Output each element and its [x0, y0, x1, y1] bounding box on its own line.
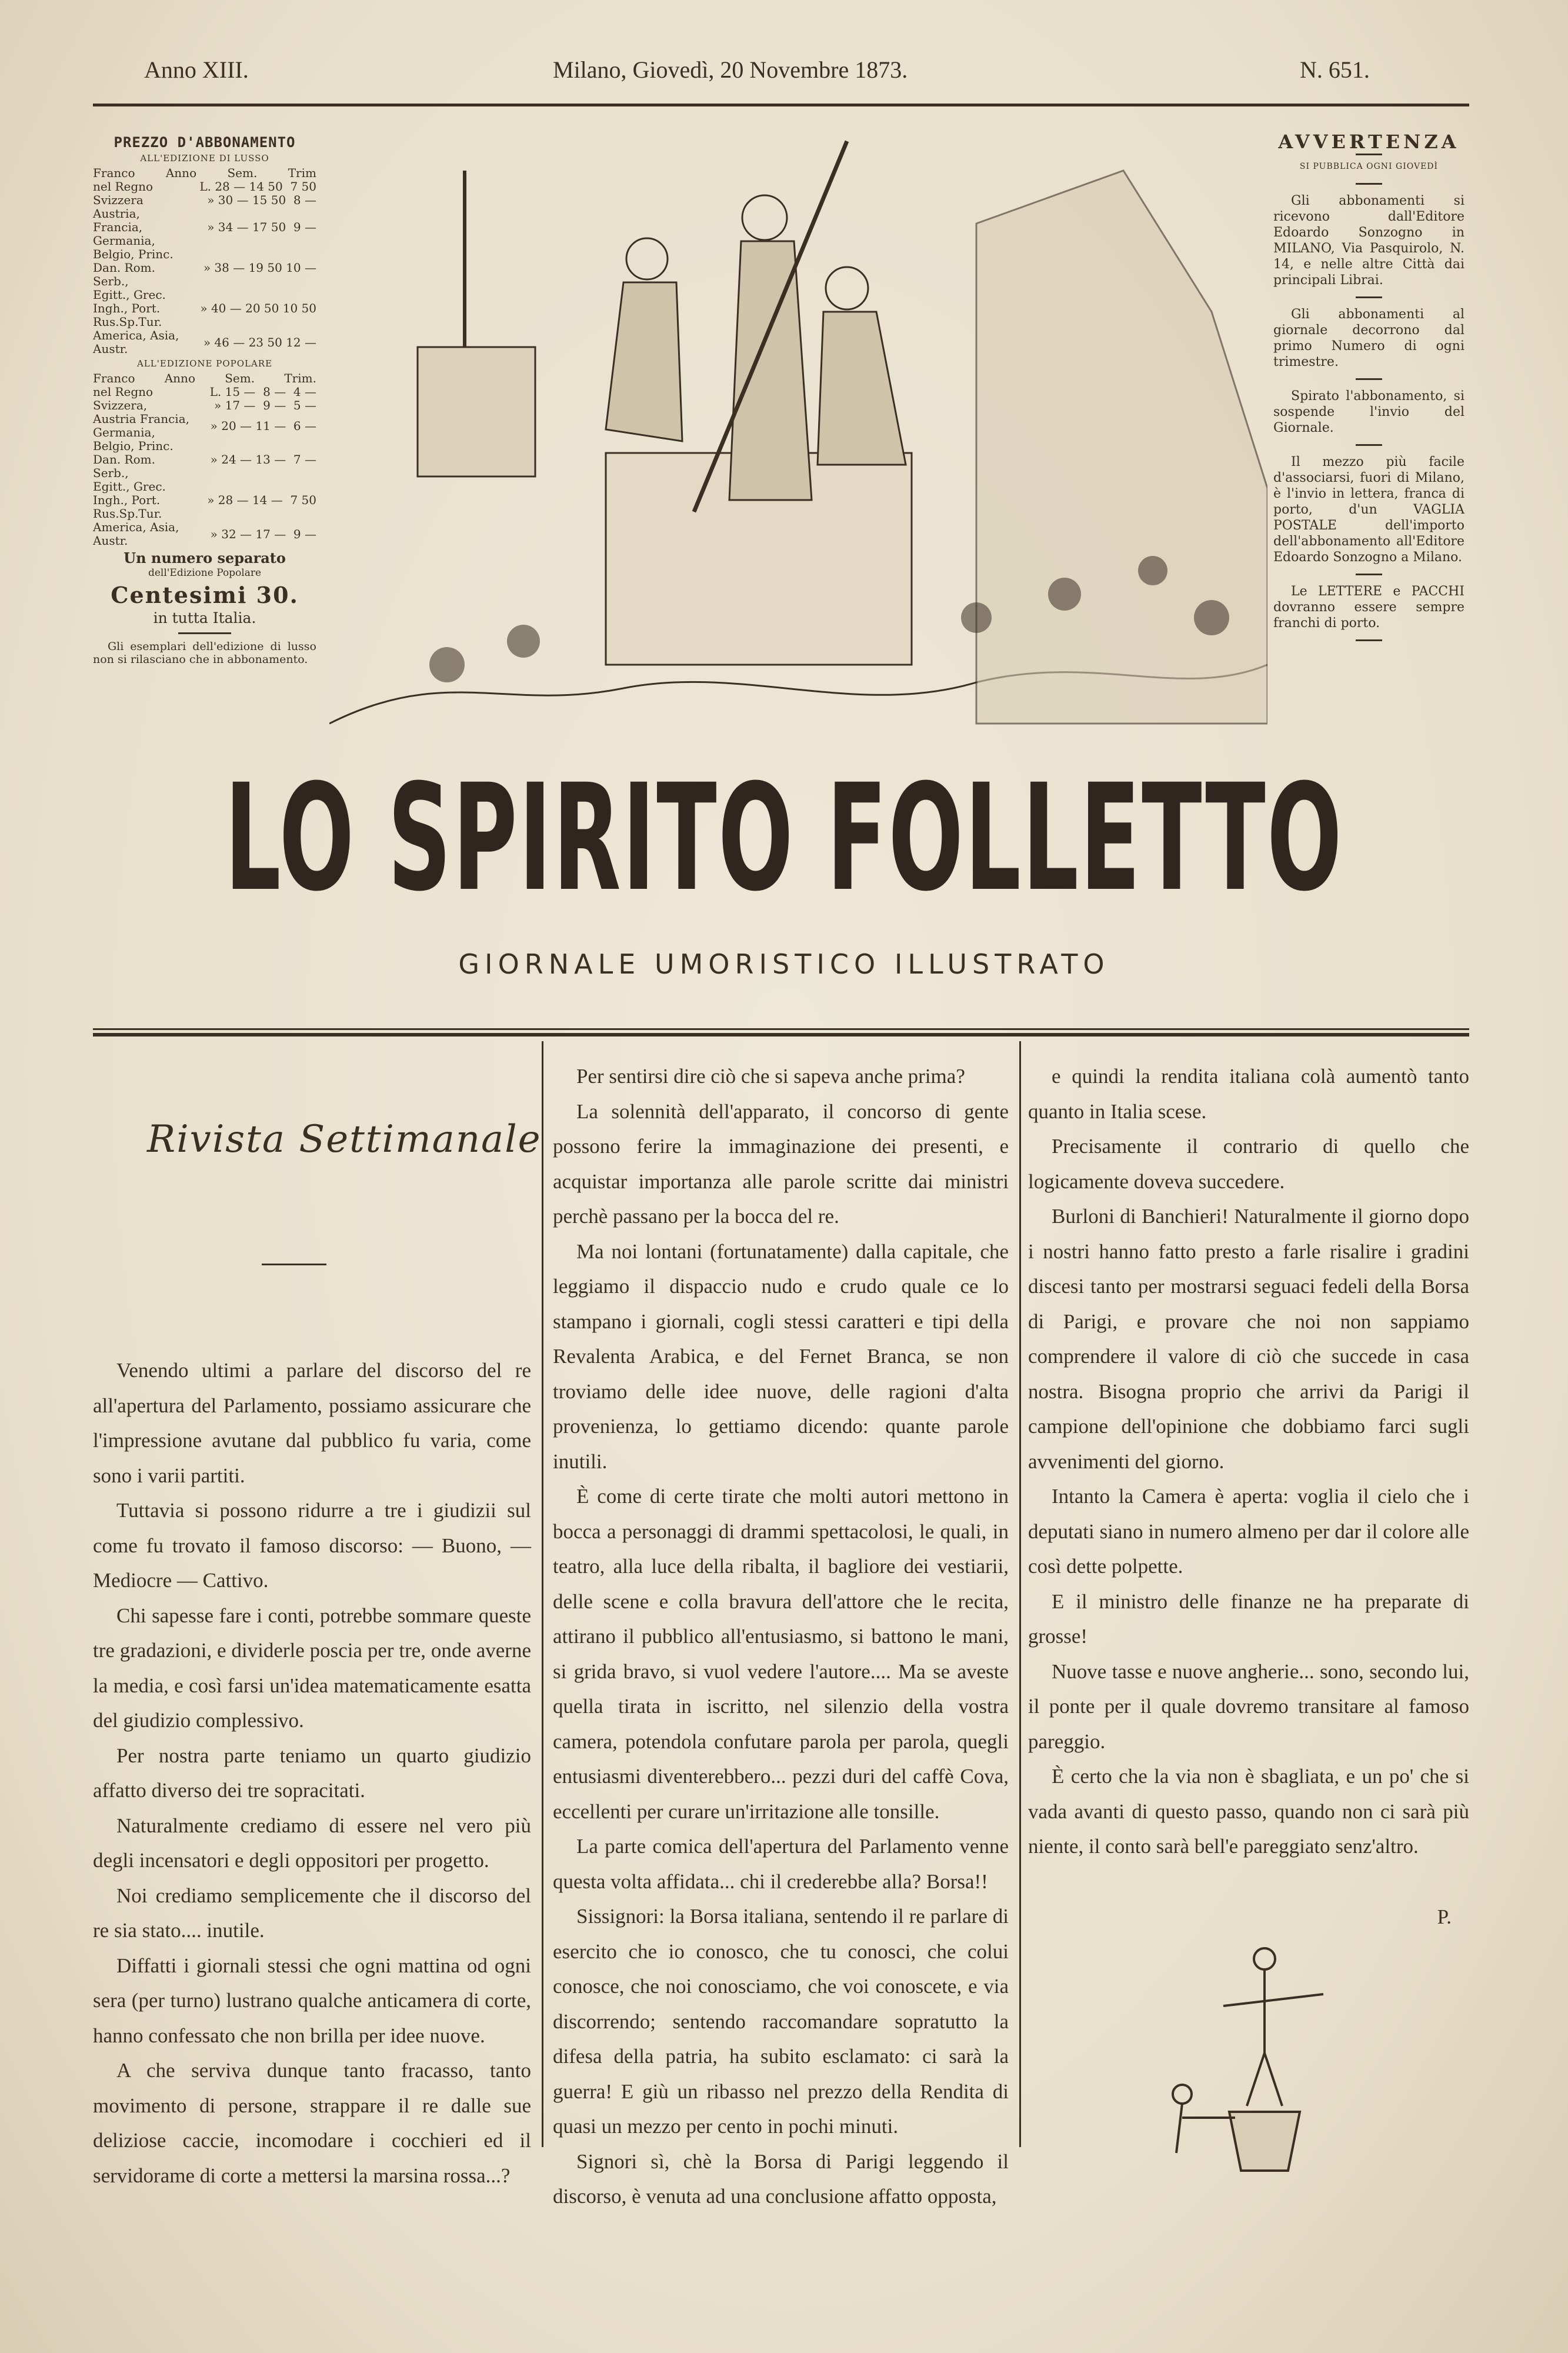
price-row [93, 180, 316, 194]
masthead-rule [93, 1028, 1469, 1030]
vignette-illustration [1153, 1941, 1341, 2182]
notice-paragraph: Spirato l'abbonamento, si sospende l'invio del Giornale. [1273, 389, 1464, 435]
price-region: nel Regno [93, 179, 154, 194]
article-paragraph: Burloni di Banchieri! Naturalmente il giorno dopo i nostri hanno fatto presto a farle risalire i gradini discesi tanto per mostrarsi seguaci fedeli della Borsa di Parigi, e provare che noi non sappiamo comprendere il valore di ciò che succede in casa nostra. Bisogna proprio che arrivi da Parigi il campione dell'opinione che dobbiamo farci sugli avvenimenti del giorno. [1028, 1205, 1469, 1473]
price-values: » 30 — 15 50 8 — [207, 193, 316, 207]
price-region: Belgio, Princ. Dan. Rom. Serb., [93, 247, 174, 288]
price-region: nel Regno [93, 385, 154, 399]
article-column-2 [553, 1059, 1009, 2214]
price-row [93, 412, 316, 439]
price-values: » 32 — 17 — 9 — [210, 526, 316, 541]
price-region: Svizzera [93, 193, 144, 207]
column-divider [1019, 1041, 1021, 2147]
subscription-prices [93, 134, 316, 666]
divider [1356, 378, 1382, 380]
article-paragraph: Intanto la Camera è aperta: voglia il cielo che i deputati siano in numero almeno per dar il colore alle così dette polpette. [1028, 1485, 1469, 1578]
price-region: Egitt., Grec. Ingh., Port. Rus.Sp.Tur. [93, 479, 166, 521]
issue-year: Anno XIII. [144, 56, 249, 83]
notice-paragraph: Le LETTERE e PACCHI dovranno essere sempre franchi di porto. [1273, 584, 1464, 631]
book-icon [418, 347, 535, 476]
price-values: » 24 — 13 — 7 — [210, 452, 316, 466]
popular-price-rows [93, 385, 316, 548]
col-header: Anno [165, 166, 197, 180]
price-region: Svizzera, [93, 398, 148, 412]
divider [1356, 183, 1382, 185]
divider [1356, 574, 1382, 575]
price-row [93, 207, 316, 248]
price-col-headers [93, 372, 316, 385]
cover-illustration [329, 135, 1267, 729]
notice-paragraph: Il mezzo più facile d'associarsi, fuori di Milano, è l'invio in lettera, franca di porto, d'un VAGLIA POSTALE dell'importo dell'abbonamento all'Editore Edoardo Sonzogno a Milano. [1273, 455, 1464, 565]
col-header: Sem. [225, 371, 255, 385]
article-paragraph: È come di certe tirate che molti autori mettono in bocca a personaggi di drammi spettacolosi, le quali, in teatro, alla luce della ribalta, il bagliore dei vestiarii, delle scene e colla bravura dell'attore che le recita, attirano il pubblico all'entusiasmo, si battono le mani, si grida bravo, si vuol vedere l'autore.... Ma se aveste quella tirata in iscritto, nel silenzio della vostra camera, potendola confutare parola per parola, quegli entusiasmi diventerebbero... pezzi duri del caffè Cova, eccellenti per curare un'irritazione alle tonsille. [553, 1485, 1009, 1823]
price-row [93, 480, 316, 521]
price-row [93, 399, 316, 412]
article-paragraph: Per sentirsi dire ciò che si sapeva anche prima? [576, 1065, 965, 1088]
single-price: Centesimi 30. [111, 582, 299, 608]
article-paragraph: Noi crediamo semplicemente che il discorso del re sia stato.... inutile. [93, 1884, 531, 1942]
article-paragraph: E il ministro delle finanze ne ha preparate di grosse! [1028, 1589, 1469, 1648]
col-header: Franco [93, 166, 135, 180]
price-row [93, 385, 316, 399]
price-region: Egitt., Grec. Ingh., Port. Rus.Sp.Tur. [93, 288, 166, 329]
notice-paragraph: Gli abbonamenti si ricevono dall'Editore Edoardo Sonzogno in MILANO, Via Pasquirolo, N. 14, e nelle altre Città dai principali Librai. [1273, 194, 1464, 288]
dateline: Milano, Giovedì, 20 Novembre 1873. [553, 56, 908, 83]
price-row [93, 329, 316, 356]
masthead-subtitle: GIORNALE UMORISTICO ILLUSTRATO [458, 948, 1110, 980]
divider [1356, 154, 1382, 155]
price-values: » 40 — 20 50 10 50 [200, 301, 316, 315]
col-header: Anno [164, 371, 195, 385]
devil-figure [626, 238, 668, 279]
top-rule [93, 104, 1469, 106]
luxury-note: Gli esemplari dell'edizione di lusso non si rilasciano che in abbonamento. [93, 640, 316, 666]
article-paragraph: La solennità dell'apparato, il concorso di gente possono ferire la immaginazione dei presenti, e acquistar importanza alle parole scritte dai ministri perchè passano per la bocca del re. [553, 1099, 1009, 1228]
notice-title: AVVERTENZA [1278, 131, 1460, 153]
masthead-title: LO SPIRITO FOLLETTO [225, 752, 1343, 924]
background-crowd [976, 171, 1267, 724]
notice-box [1273, 131, 1464, 649]
price-values: » 34 — 17 50 9 — [207, 220, 316, 234]
notice-paragraph: Gli abbonamenti al giornale decorrono dal primo Numero di ogni trimestre. [1273, 307, 1464, 369]
price-region: Austria, Francia, Germania, [93, 206, 155, 248]
notice-subtitle: SI PUBBLICA OGNI GIOVEDÌ [1299, 162, 1439, 171]
divider [1356, 296, 1382, 298]
price-row [93, 521, 316, 548]
devil-figure [742, 195, 787, 240]
price-region: America, Asia, Austr. [93, 520, 179, 548]
single-issue: Un numero separato [124, 549, 286, 566]
article-paragraph: Diffatti i giornali stessi che ogni mattina od ogni sera (per turno) lustrano qualche anticamera di corte, hanno confessato che non brilla per idee nuove. [93, 1954, 531, 2047]
devil-figure [826, 267, 868, 309]
article-paragraph: e quindi la rendita italiana colà aumentò tanto quanto in Italia scese. [1028, 1065, 1469, 1123]
subscription-title: PREZZO D'ABBONAMENTO [114, 134, 296, 151]
masthead-rule [93, 1033, 1469, 1036]
luxury-price-rows [93, 180, 316, 356]
price-values: » 38 — 19 50 10 — [203, 261, 316, 275]
col-header: Sem. [227, 166, 258, 180]
article-paragraph: Tuttavia si possono ridurre a tre i giudizii sul come fu trovato il famoso discorso: — Buono, — Mediocre — Cattivo. [93, 1499, 531, 1592]
price-row [93, 288, 316, 329]
price-row [93, 248, 316, 288]
luxury-heading: ALL'EDIZIONE DI LUSSO [140, 153, 269, 164]
article-paragraph: Chi sapesse fare i conti, potrebbe sommare queste tre gradazioni, e dividerle poscia per tre, onde averne la media, e così farsi un'idea matematicamente esatta del giudizio complessivo. [93, 1604, 531, 1732]
popular-heading: ALL'EDIZIONE POPOLARE [136, 358, 273, 369]
single-edition: dell'Edizione Popolare [148, 567, 262, 579]
price-values: » 46 — 23 50 12 — [203, 335, 316, 349]
article-paragraph: Naturalmente crediamo di essere nel vero più degli incensatori e degli oppositori per progetto. [93, 1814, 531, 1872]
divider [178, 632, 231, 634]
col-header: Trim. [284, 371, 316, 385]
single-area: in tutta Italia. [153, 609, 256, 626]
price-values: L. 15 — 8 — 4 — [209, 385, 316, 399]
article-paragraph: Precisamente il contrario di quello che logicamente doveva succedere. [1028, 1135, 1469, 1193]
divider [1356, 444, 1382, 446]
article-paragraph: Signori sì, chè la Borsa di Parigi leggendo il discorso, è venuta ad una conclusione affatto opposta, [553, 2149, 1009, 2208]
article-paragraph: Venendo ultimi a parlare del discorso del re all'apertura del Parlamento, possiamo assicurare che l'impressione avutane dal pubblico fu varia, come sono i varii partiti. [93, 1359, 531, 1487]
article-paragraph: La parte comica dell'apertura del Parlamento venne questa volta affidata... chi il crederebbe alla? Borsa!! [553, 1835, 1009, 1893]
article-paragraph: A che serviva dunque tanto fracasso, tanto movimento di persone, strappare il re dalle sue deliziose caccie, incomodare i cocchieri ed il servidorame di corte a mettersi la marsina rossa...? [93, 2059, 531, 2187]
price-region: Belgio, Princ. Dan. Rom. Serb., [93, 439, 174, 480]
col-header: Trim [288, 166, 316, 180]
price-region: America, Asia, Austr. [93, 328, 179, 356]
article-paragraph: Per nostra parte teniamo un quarto giudizio affatto diverso dei tre sopracitati. [93, 1744, 531, 1802]
issue-number: N. 651. [1300, 56, 1370, 83]
ornament-divider [262, 1264, 326, 1265]
article-paragraph: Nuove tasse e nuove angherie... sono, secondo lui, il ponte per il quale dovremo transitare al famoso pareggio. [1028, 1659, 1469, 1753]
article-paragraph: Ma noi lontani (fortunatamente) dalla capitale, che leggiamo il dispaccio nudo e crudo quale ce lo stampano i giornali, cogli stessi caratteri e tipi della Revalenta Arabica, e del Fernet Branca, se non troviamo delle idee nuove, delle ragioni d'alta provenienza, lo gettiamo dicendo: quante parole inutili. [553, 1239, 1009, 1473]
column-divider [542, 1041, 543, 2147]
price-row [93, 439, 316, 480]
price-values: L. 28 — 14 50 7 50 [199, 179, 316, 194]
col-header: Franco [93, 371, 135, 385]
price-col-headers [93, 166, 316, 180]
price-row [93, 194, 316, 207]
article-paragraph: È certo che la via non è sbagliata, e un po' che si vada avanti di questo passo, quando non ci sarà più niente, il conto sarà bell'e pareggiato senz'altro. [1028, 1765, 1469, 1858]
price-region: Austria Francia, Germania, [93, 412, 189, 439]
signature: P. [1437, 1905, 1452, 1928]
price-values: » 17 — 9 — 5 — [214, 398, 316, 412]
price-values: » 28 — 14 — 7 50 [207, 493, 316, 507]
price-values: » 20 — 11 — 6 — [210, 418, 316, 433]
divider [1356, 639, 1382, 641]
article-paragraph: Sissignori: la Borsa italiana, sentendo il re parlare di esercito che io conosco, che tu conosci, che colui conosce, che noi conosciamo, che voi conoscete, e via discorrendo; sentendo raccomandare sopratutto la difesa della patria, ha subito esclamato: ci sarà la guerra! E giù un ribasso nel prezzo della Rendita di quasi un mezzo per cento in pochi minuti. [553, 1905, 1009, 2138]
article-column-1 [93, 1353, 531, 2193]
article-column-3 [1028, 1059, 1469, 1934]
article-heading: Rivista Settimanale [147, 1118, 542, 1161]
